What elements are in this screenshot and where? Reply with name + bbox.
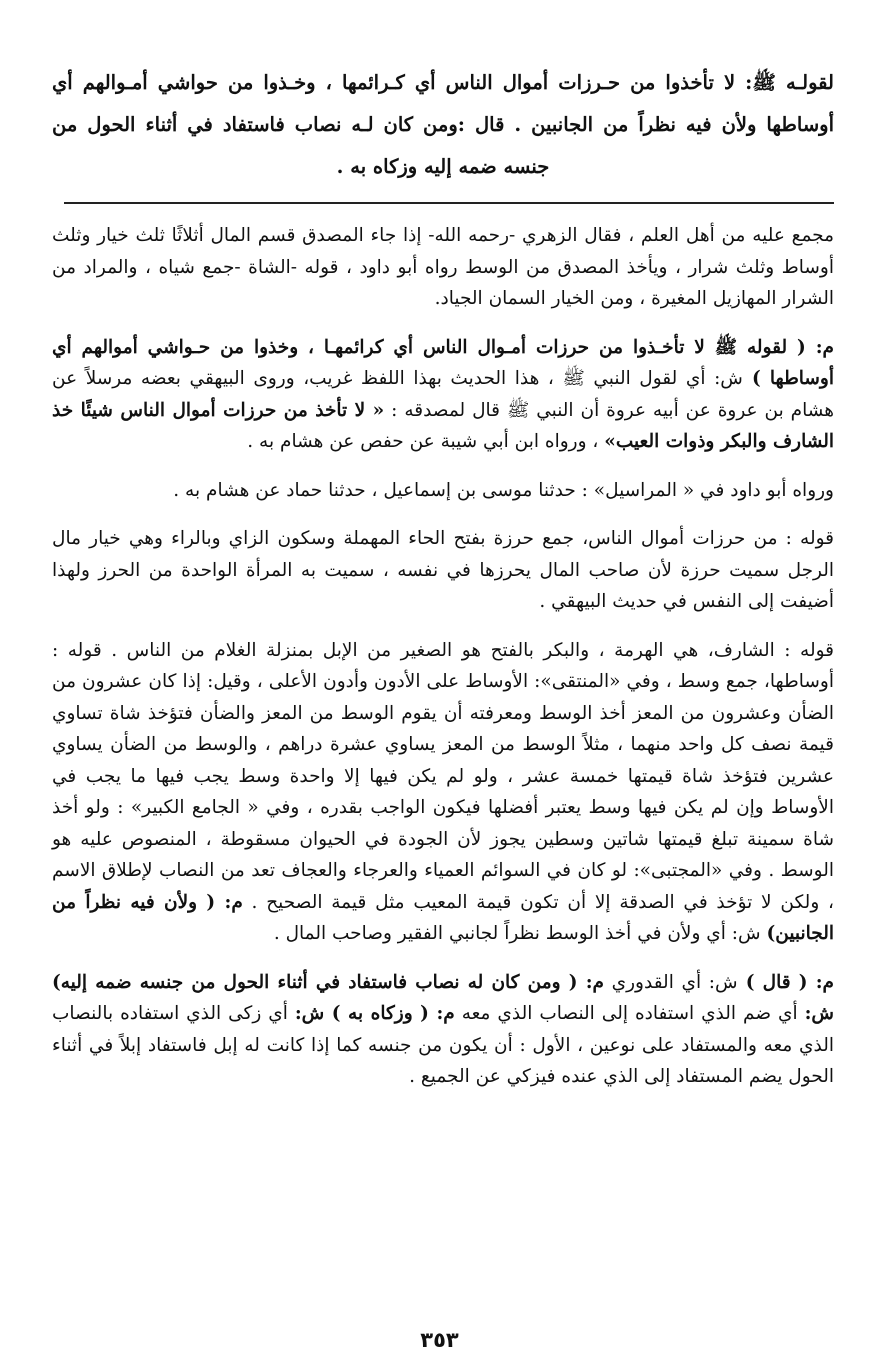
text-segment: ش: أي ولأن في أخذ الوسط نظراً لجانبي الفقير وصاحب المال . (273, 923, 767, 944)
commentary (52, 220, 834, 1093)
quoted-segment: م: ( قال ) (737, 971, 834, 993)
text-segment: ش: أي القدوري (604, 971, 738, 993)
text-segment: قوله : من حرزات أموال الناس، جمع حرزة بفتح الحاء المهملة وسكون الزاي وبالراء وهي خيار مال الرجل سميت حرزة لأن صاحب المال يحرزها في نفسه ، سميت به المرأة الواحدة من الحرز ولهذا أضيفت إلى النفس في حديث البيهقي . (52, 528, 834, 612)
quoted-segment: م: ( ولأن فيه نظراً من الجانبين) (52, 891, 834, 944)
quoted-segment: م: ( لقوله ﷺ لا تأخـذوا من حرزات أمـوال الناس أي كرائمهـا ، وخذوا من حـواشي أموالهم أي أوساطها ) (52, 336, 835, 389)
commentary-paragraph (52, 475, 834, 507)
book-page (52, 62, 834, 1110)
text-segment: قوله : الشارف، هي الهرمة ، والبكر بالفتح هو الصغير من الإبل بمنزلة الغلام من الناس . قوله : أوساطها، جمع وسط ، وفي «المنتقى»: الأوساط على الأدون وأدون الأعلى ، وقيل: إذا كان عشرون من الضأن وعشرون من المعز أخذ الوسط ومعرفته أن يقوم الوسط من المعز والضأن فتؤخذ شاة تساوي قيمة نصف كل واحد منهما ، مثلاً الوسط من المعز يساوي عشرة دراهم ، والوسط من الضأن يساوي عشرين فتؤخذ شاة قيمتها خمسة عشر ، ولو لم يكن فيها إلا واحدة وسط يجب فيها ما يجب في الأوساط وإن لم يكن فيها وسط يعتبر أفضلها فيكون الواجب بقدره ، وفي « الجامع الكبير» : ولو أخذ شاة سمينة تبلغ قيمتها شاتين وسطين يجوز لأن الجودة في الحيوان مسقوطة ، المنصوص عليه هو الوسط . وفي «المجتبى»: لو كان في السوائم العمياء والعرجاء والعجاف تعد من النصاب لإطلاق الاسم ، ولكن لا تؤخذ في الصدقة إلا أن تكون قيمة المعيب مثل قيمة الصحيح . (52, 639, 834, 913)
text-segment: أي ضم الذي استفاده إلى النصاب الذي معه (454, 1003, 805, 1024)
quoted-segment: « لا تأخذ من حرزات أموال الناس شيئًا خذ الشارف والبكر وذوات العيب» (52, 399, 834, 452)
commentary-paragraph (52, 635, 834, 950)
commentary-paragraph (52, 967, 834, 1093)
commentary-paragraph (52, 332, 834, 458)
text-segment: ، ورواه ابن أبي شيبة عن حفص عن هشام به . (247, 431, 605, 452)
page-number: ٣٥٣ (420, 1328, 459, 1352)
commentary-paragraph (52, 523, 834, 618)
quoted-segment: م: ( وزكاه به ) ش: (294, 1003, 455, 1024)
text-segment: أي زكى الذي استفاده بالنصاب الذي معه والمستفاد على نوعين ، الأول : أن يكون من جنسه كما إذا كانت له إبل فاستفاد إبلاً في أثناء الحول يضم المستفاد إلى الذي عنده فيزكي عن الجميع . (52, 1003, 834, 1087)
quoted-segment: م: ( ومن كان له نصاب فاستفاد في أثناء الحول من جنسه ضمه إليه) ش: (52, 971, 834, 1024)
text-segment: ش: أي لقول النبي ﷺ ، هذا الحديث بهذا اللفظ غريب، وروى البيهقي بعضه مرسلاً عن هشام بن عروة عن أبيه عروة أن النبي ﷺ قال لمصدقه : (52, 368, 834, 421)
text-segment: مجمع عليه من أهل العلم ، فقال الزهري -رحمه الله- إذا جاء المصدق قسم المال أثلاثًا ثلث خيار وثلث أوساط وثلث شرار ، ويأخذ المصدق من الوسط رواه أبو داود ، قوله -الشاة -جمع شياه ، والمراد من الشرار المهازيل المغيرة ، ومن الخيار السمان الجياد. (52, 225, 834, 309)
text-segment: ورواه أبو داود في « المراسيل» : حدثنا موسى بن إسماعيل ، حدثنا حماد عن هشام به . (173, 479, 834, 501)
commentary-paragraph (52, 220, 834, 315)
footnote-separator (64, 202, 834, 204)
matn-text: لقولـه ﷺ: لا تأخذوا من حـرزات أموال الناس أي كـرائمها ، وخـذوا من حواشي أمـوالهم أي أوساطها ولأن فيه نظراً من الجانبين . قال :ومن كان لـه نصاب فاستفاد في أثناء الحول من جنسه ضمه إليه وزكاه به . (52, 71, 834, 178)
